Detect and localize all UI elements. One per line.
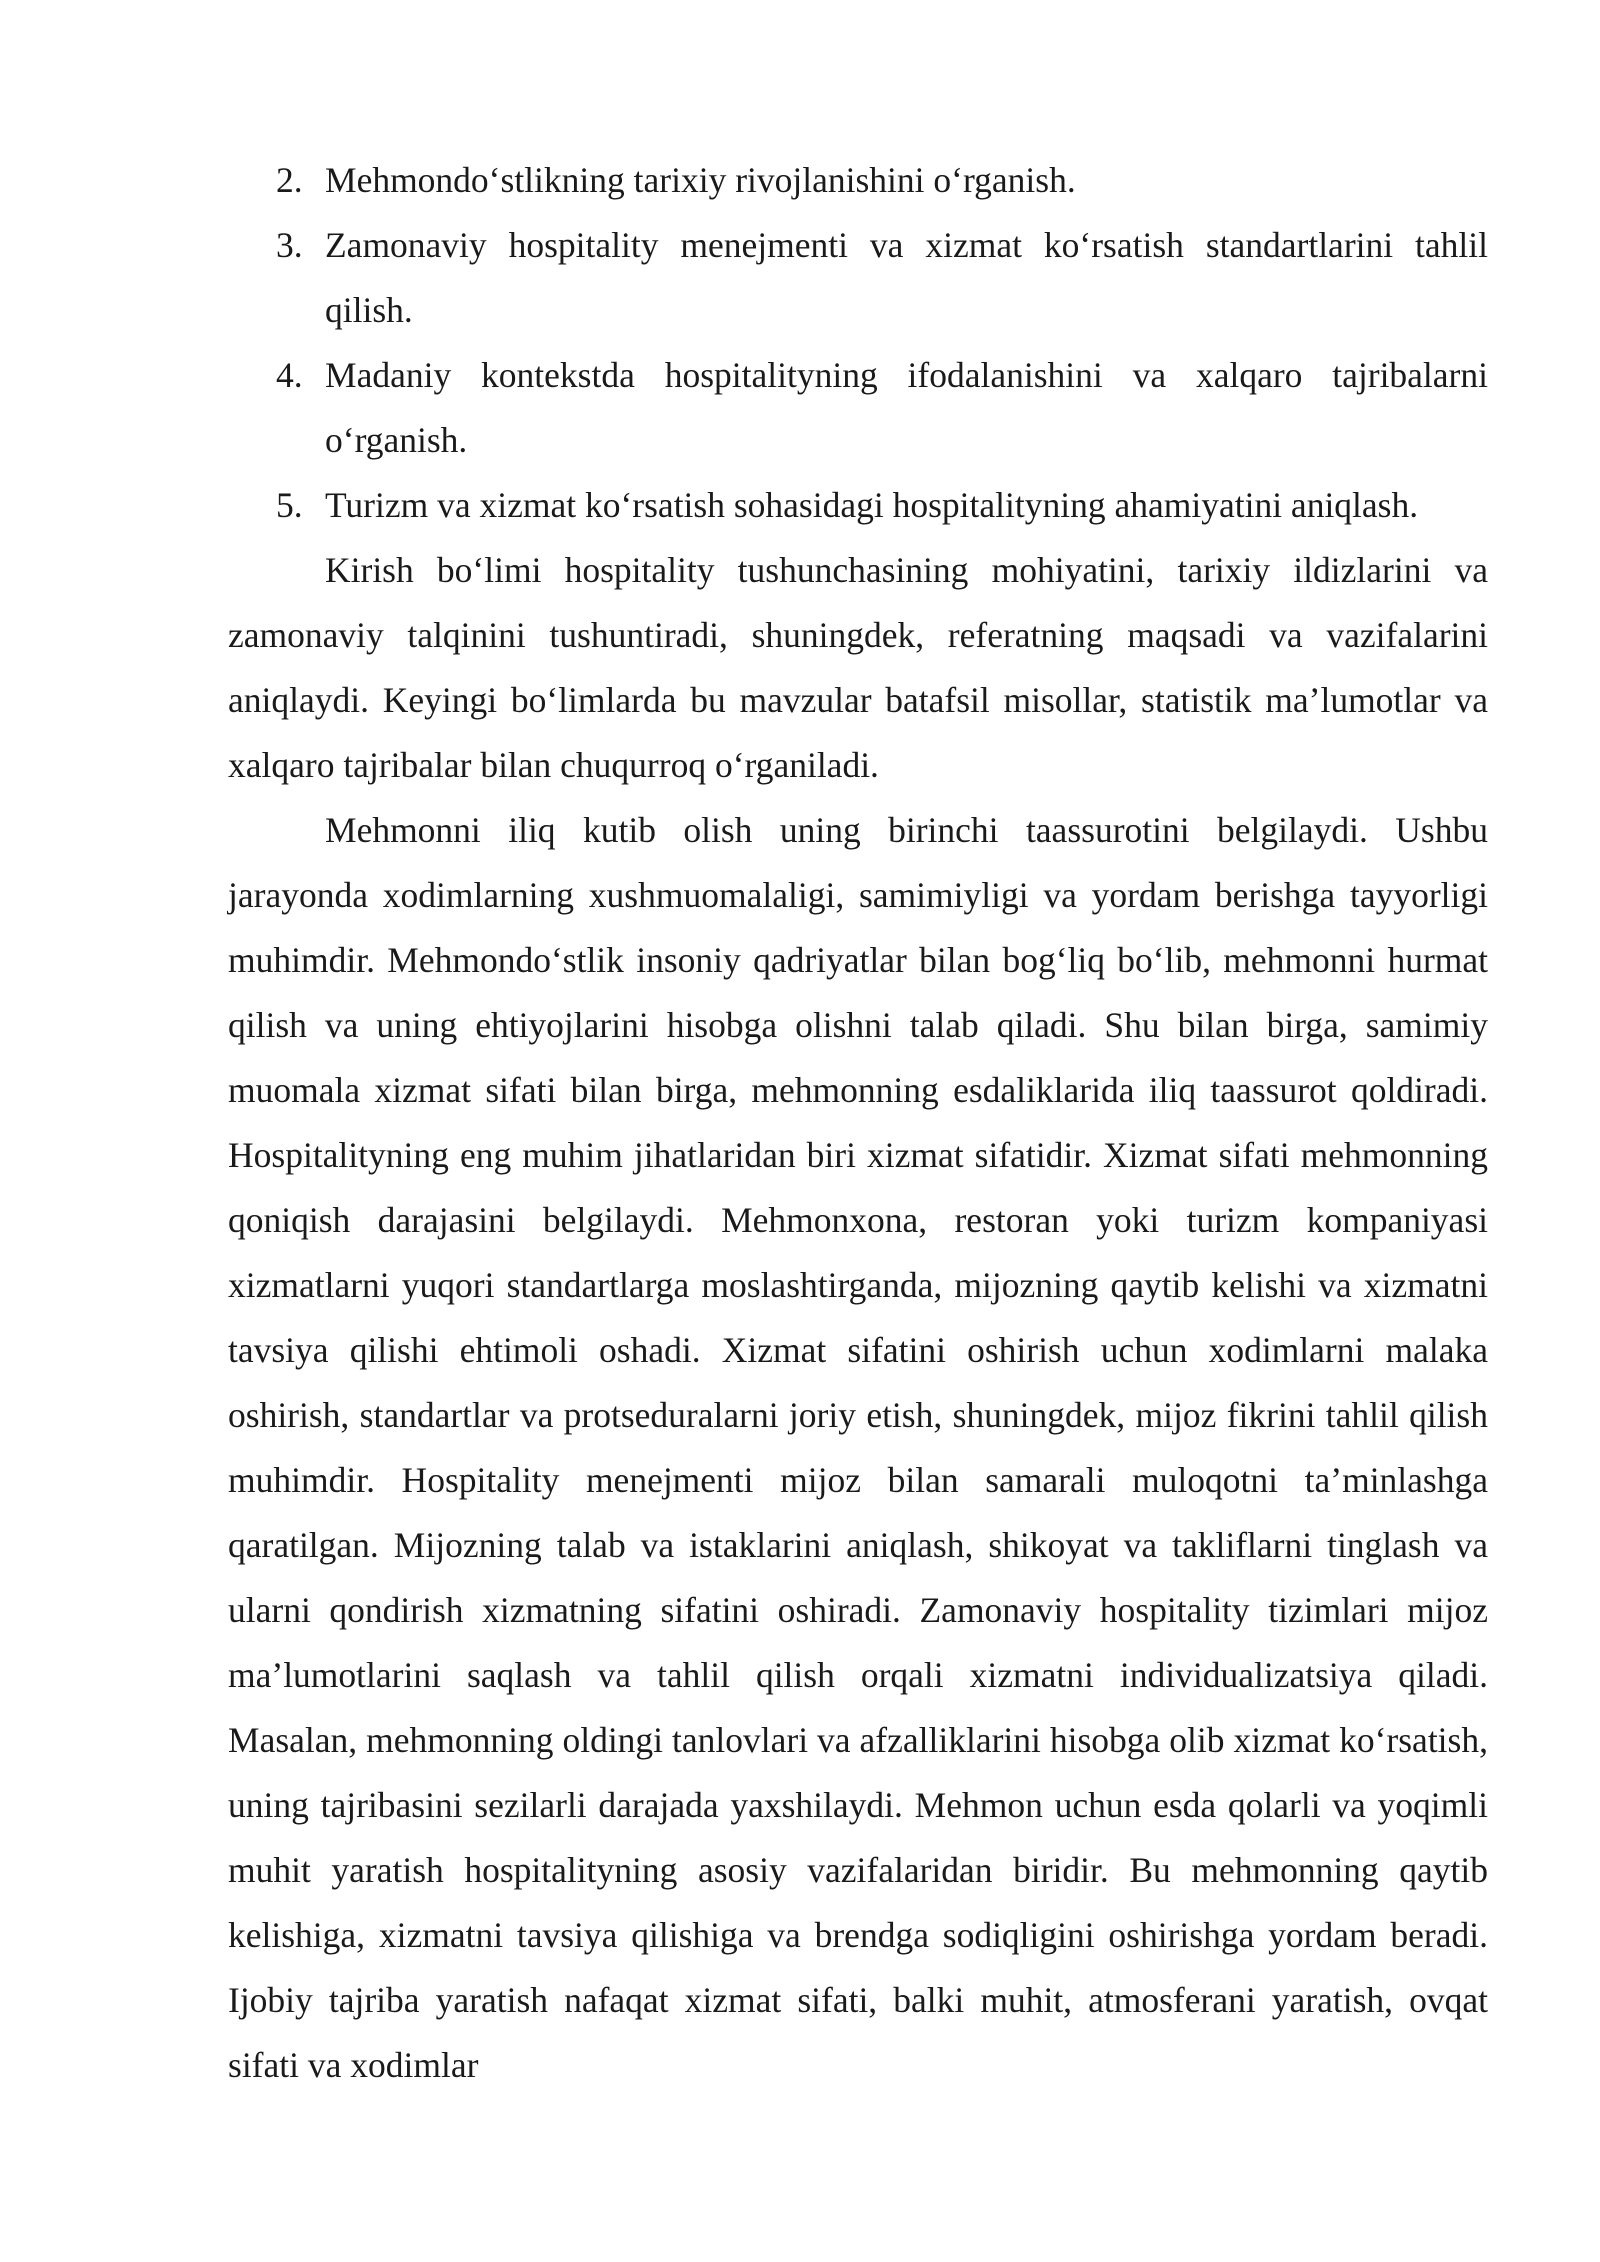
intro-paragraph: Kirish bo‘limi hospitality tushunchasining mohiyatini, tarixiy ildizlarini va zamonaviy talqinini tushuntiradi, shuningdek, referatning maqsadi va vazifalarini aniqlaydi. Keyingi bo‘limlarda bu mavzular batafsil misollar, statistik ma’lumotlar va xalqaro tajribalar bilan chuqurroq o‘rganiladi. [228,550,1488,785]
list-item [228,343,1488,473]
list-item-text: Madaniy kontekstda hospitalityning ifodalanishini va xalqaro tajribalarni o‘rganish. [325,355,1488,460]
task-list [228,148,1488,538]
list-item-text: Zamonaviy hospitality menejmenti va xizmat ko‘rsatish standartlarini tahlil qilish. [325,225,1488,330]
body-paragraph: Mehmonni iliq kutib olish uning birinchi taassurotini belgilaydi. Ushbu jarayonda xodimlarning xushmuomalaligi, samimiyligi va yordam berishga tayyorligi muhimdir. Mehmondo‘stlik insoniy qadriyatlar bilan bog‘liq bo‘lib, mehmonni hurmat qilish va uning ehtiyojlarini hisobga olishni talab qiladi. Shu bilan birga, samimiy muomala xizmat sifati bilan birga, mehmonning esdaliklarida iliq taassurot qoldiradi. Hospitalityning eng muhim jihatlaridan biri xizmat sifatidir. Xizmat sifati mehmonning qoniqish darajasini belgilaydi. Mehmonxona, restoran yoki turizm kompaniyasi xizmatlarni yuqori standartlarga moslashtirganda, mijozning qaytib kelishi va xizmatni tavsiya qilishi ehtimoli oshadi. Xizmat sifatini oshirish uchun xodimlarni malaka oshirish, standartlar va protseduralarni joriy etish, shuningdek, mijoz fikrini tahlil qilish muhimdir. Hospitality menejmenti mijoz bilan samarali muloqotni ta’minlashga qaratilgan. Mijozning talab va istaklarini aniqlash, shikoyat va takliflarni tinglash va ularni qondirish xizmatning sifatini oshiradi. Zamonaviy hospitality tizimlari mijoz ma’lumotlarini saqlash va tahlil qilish orqali xizmatni individualizatsiya qiladi. Masalan, mehmonning oldingi tanlovlari va afzalliklarini hisobga olib xizmat ko‘rsatish, uning tajribasini sezilarli darajada yaxshilaydi. Mehmon uchun esda qolarli va yoqimli muhit yaratish hospitalityning asosiy vazifalaridan biridir. Bu mehmonning qaytib kelishiga, xizmatni tavsiya qilishiga va brendga sodiqligini oshirishga yordam beradi. Ijobiy tajriba yaratish nafaqat xizmat sifati, balki muhit, atmosferani yaratish, ovqat sifati va xodimlar [228,810,1488,2085]
document-body [228,148,1488,2098]
list-item-number: 3. [276,225,303,265]
list-item-text: Turizm va xizmat ko‘rsatish sohasidagi hospitalityning ahamiyatini aniqlash. [325,485,1419,525]
list-item-number: 4. [276,355,303,395]
list-item [228,473,1488,538]
list-item-number: 5. [276,485,303,525]
list-item [228,148,1488,213]
list-item-number: 2. [276,160,303,200]
list-item-text: Mehmondo‘stlikning tarixiy rivojlanishini o‘rganish. [325,160,1076,200]
list-item [228,213,1488,343]
